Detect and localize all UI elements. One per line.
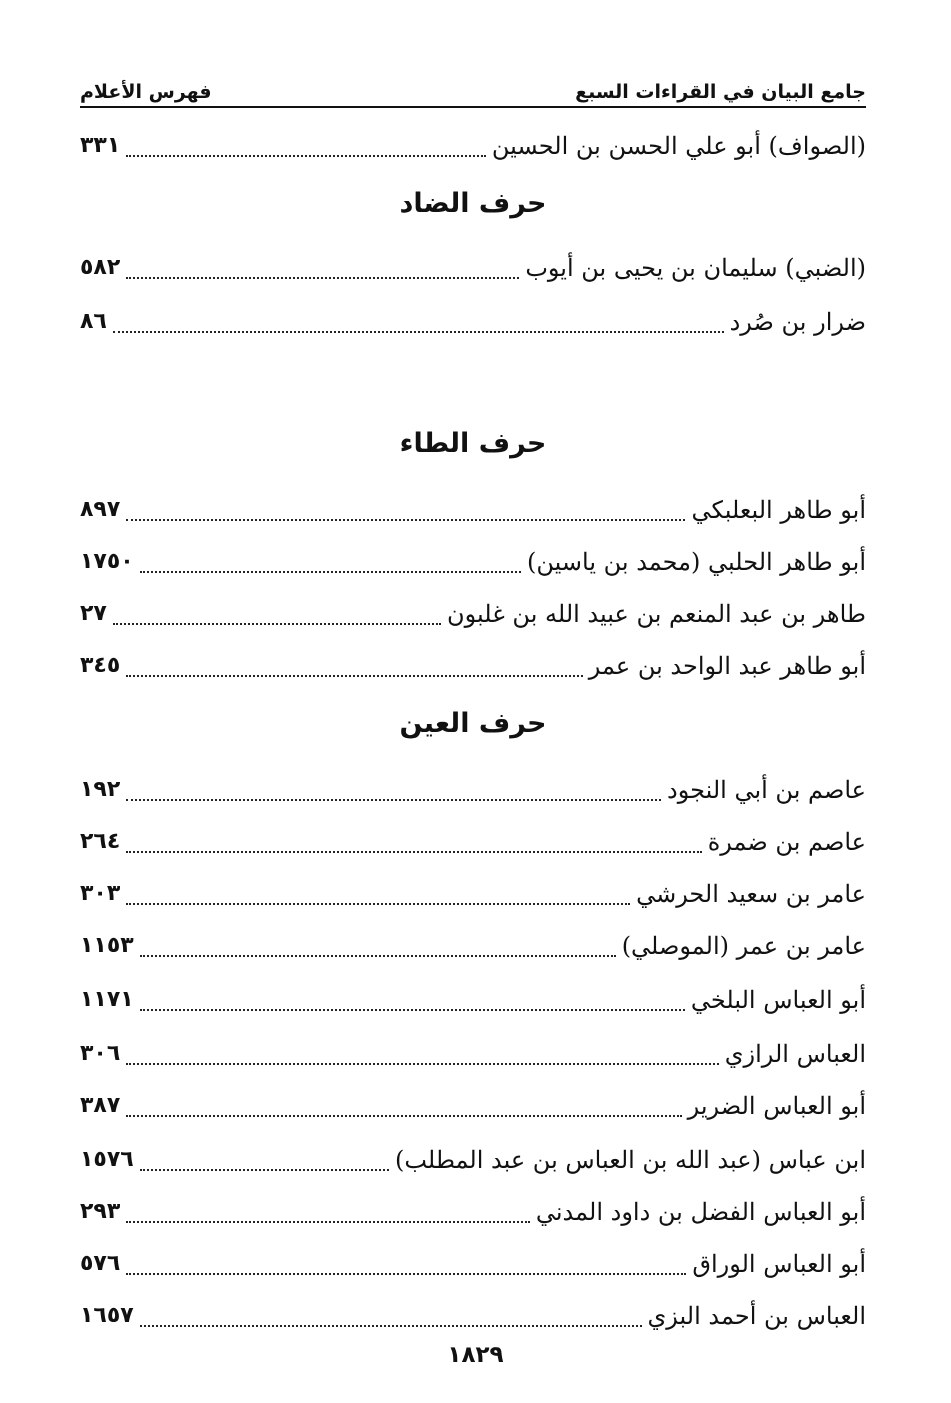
section-heading: حرف الطاء <box>399 428 547 459</box>
entry-name: أبو العباس الفضل بن داود المدني <box>535 1198 866 1226</box>
dot-leader <box>126 1115 681 1117</box>
entry-name: أبو طاهر الحلبي (محمد بن ياسين) <box>527 548 866 576</box>
entry-name: طاهر بن عبد المنعم بن عبيد الله بن غلبون <box>447 600 866 628</box>
index-entry <box>80 302 866 342</box>
entry-name: أبو العباس الضرير <box>687 1092 866 1120</box>
entry-page-number: ٨٩٧ <box>80 497 121 522</box>
index-entry <box>80 1192 866 1232</box>
entry-page-number: ١٩٢ <box>80 777 121 802</box>
dot-leader <box>126 519 685 521</box>
entry-page-number: ٨٦ <box>80 309 107 334</box>
index-entry <box>80 248 866 288</box>
dot-leader <box>140 1169 389 1171</box>
entry-name: ابن عباس (عبد الله بن العباس بن عبد المطلب) <box>394 1146 866 1174</box>
dot-leader <box>126 1063 718 1065</box>
entry-name: أبو العباس البلخي <box>690 986 866 1014</box>
entry-page-number: ٢٦٤ <box>80 829 121 854</box>
entry-name: العباس بن أحمد البزي <box>647 1302 866 1330</box>
index-entry <box>80 926 866 966</box>
entry-page-number: ١٥٧٦ <box>80 1147 134 1172</box>
entry-page-number: ٣٨٧ <box>80 1093 121 1118</box>
dot-leader <box>140 955 616 957</box>
entry-page-number: ١٧٥٠ <box>80 549 134 574</box>
book-title: جامع البيان في القراءات السبع <box>575 81 866 103</box>
entry-name: (الضبي) سليمان بن يحيى بن أيوب <box>525 254 866 282</box>
index-entry <box>80 980 866 1020</box>
entry-name: أبو طاهر عبد الواحد بن عمر <box>588 652 866 680</box>
dot-leader <box>113 623 441 625</box>
dot-leader <box>140 1009 685 1011</box>
running-header <box>80 64 866 108</box>
entry-name: ضرار بن صُرد <box>729 308 866 336</box>
section-heading: حرف العين <box>399 708 547 739</box>
entry-page-number: ٣٠٣ <box>80 881 121 906</box>
dot-leader <box>126 799 661 801</box>
index-entry <box>80 770 866 810</box>
index-entry <box>80 1034 866 1074</box>
entry-page-number: ٢٩٣ <box>80 1199 121 1224</box>
entry-page-number: ٣٠٦ <box>80 1041 121 1066</box>
entry-page-number: ٣٣١ <box>80 133 121 158</box>
index-entry <box>80 490 866 530</box>
entry-page-number: ٣٤٥ <box>80 653 121 678</box>
page-number: ١٨٢٩ <box>447 1342 504 1368</box>
index-entry <box>80 542 866 582</box>
entry-page-number: ١٦٥٧ <box>80 1303 134 1328</box>
index-entry <box>80 874 866 914</box>
index-entry <box>80 1086 866 1126</box>
section-heading: حرف الضاد <box>399 188 547 219</box>
dot-leader <box>126 903 630 905</box>
entry-name: أبو العباس الوراق <box>692 1250 866 1278</box>
index-entry <box>80 1140 866 1180</box>
index-entry <box>80 594 866 634</box>
entry-name: (الصواف) أبو علي الحسن بن الحسين <box>491 132 866 160</box>
dot-leader <box>140 1325 642 1327</box>
dot-leader <box>126 1273 686 1275</box>
entry-name: عامر بن سعيد الحرشي <box>636 880 866 908</box>
entry-page-number: ٢٧ <box>80 601 107 626</box>
entry-page-number: ١١٧١ <box>80 987 134 1012</box>
index-entry <box>80 1296 866 1336</box>
index-entry <box>80 1244 866 1284</box>
entry-page-number: ٥٧٦ <box>80 1251 121 1276</box>
dot-leader <box>126 155 486 157</box>
entry-page-number: ٥٨٢ <box>80 255 121 280</box>
entry-name: عاصم بن أبي النجود <box>667 776 866 804</box>
dot-leader <box>126 675 582 677</box>
dot-leader <box>126 1221 530 1223</box>
index-entry <box>80 822 866 862</box>
dot-leader <box>113 331 724 333</box>
entry-name: عامر بن عمر (الموصلي) <box>621 932 866 960</box>
index-title: فهرس الأعلام <box>80 81 212 103</box>
dot-leader <box>126 851 701 853</box>
index-entry <box>80 646 866 686</box>
entry-name: عاصم بن ضمرة <box>707 828 866 856</box>
dot-leader <box>126 277 519 279</box>
entry-name: أبو طاهر البعلبكي <box>691 496 866 524</box>
index-entry <box>80 126 866 166</box>
entry-page-number: ١١٥٣ <box>80 933 134 958</box>
entry-name: العباس الرازي <box>724 1040 866 1068</box>
dot-leader <box>140 571 521 573</box>
